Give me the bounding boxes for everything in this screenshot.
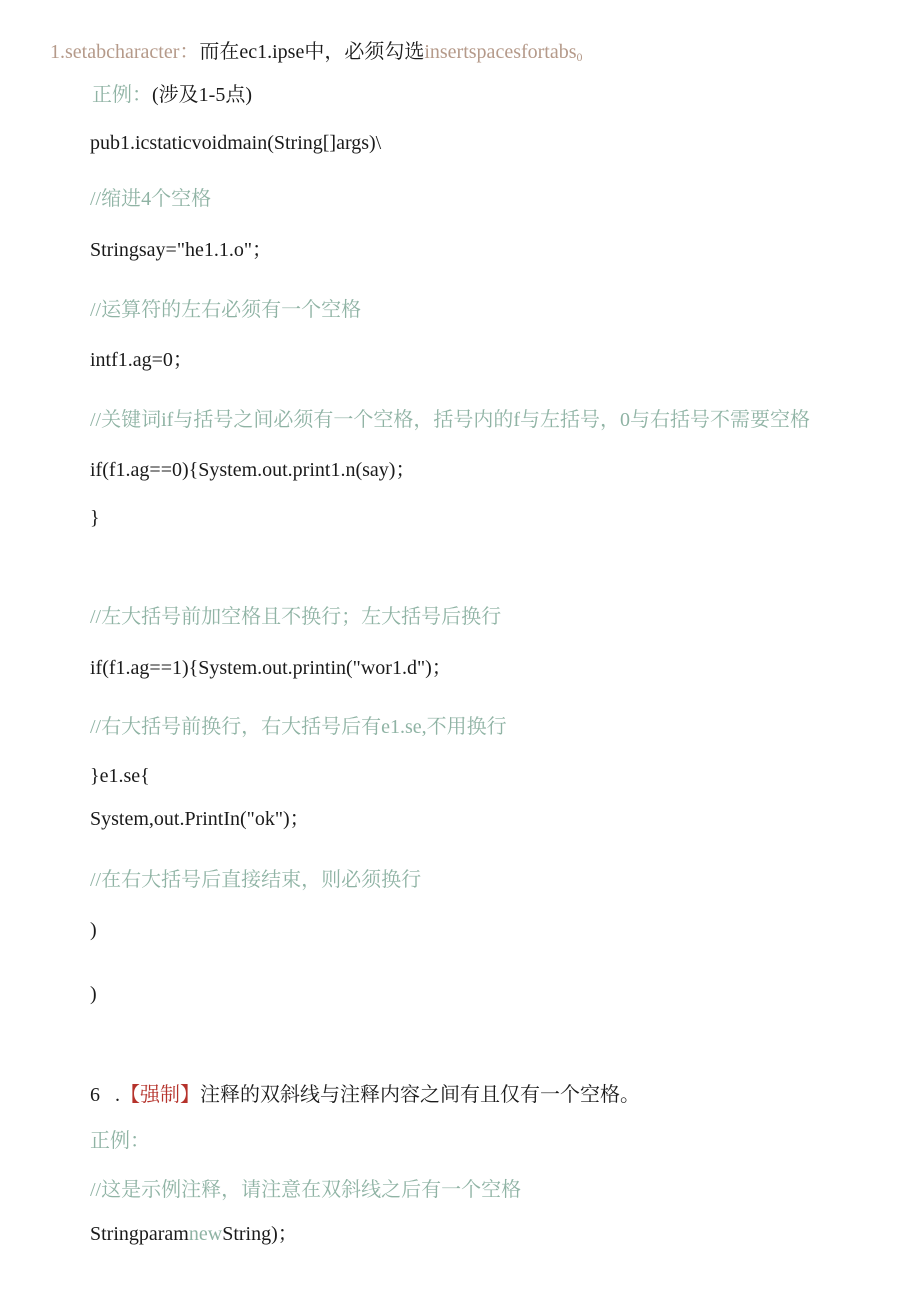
code-line-if-1: if(f1.ag==1){System.out.printin("wor1.d")； bbox=[90, 657, 452, 679]
code-line-main: pub1.icstaticvoidmain(String[]args)\ bbox=[90, 132, 382, 154]
example-heading-2: 正例： bbox=[90, 1130, 150, 1152]
code-line-close-2: ) bbox=[90, 983, 97, 1005]
code-line-if-0: if(f1.ag==0){System.out.print1.n(say)； bbox=[90, 459, 416, 481]
comment-right-brace: //右大括号前换行，右大括号后有e1.se,不用换行 bbox=[90, 716, 507, 738]
rule-tab-prefix: 1.setabcharacter： bbox=[50, 41, 200, 63]
rule-text: 注释的双斜线与注释内容之间有且仅有一个空格。 bbox=[200, 1084, 640, 1106]
code-line-string: Stringsay="he1.1.o"； bbox=[90, 239, 273, 261]
code-param-type: Stringparam bbox=[90, 1223, 189, 1245]
rule-dot: . bbox=[115, 1084, 120, 1106]
example-label: 正例： bbox=[92, 84, 152, 106]
rule-tab-character bbox=[50, 39, 583, 70]
code-line-close-brace: } bbox=[90, 507, 100, 529]
code-line-println-ok: System,out.PrintIn("ok")； bbox=[90, 808, 310, 830]
comment-keyword: //关键词if与括号之间必须有一个空格，括号内的f与左括号，0与右括号不需要空格 bbox=[90, 409, 810, 431]
code-param-ctor: String)； bbox=[222, 1223, 298, 1245]
code-new-keyword: new bbox=[188, 1223, 223, 1245]
code-line-close-1: ) bbox=[90, 919, 97, 941]
comment-end-brace: //在右大括号后直接结束，则必须换行 bbox=[90, 869, 422, 891]
rule-tab-subscript: 0 bbox=[576, 50, 583, 64]
code-line-flag: intf1.ag=0； bbox=[90, 349, 193, 371]
rule-comment-space bbox=[90, 1082, 640, 1108]
comment-example: //这是示例注释，请注意在双斜线之后有一个空格 bbox=[90, 1179, 522, 1201]
example-note: (涉及1-5点) bbox=[152, 84, 252, 106]
code-line-else: }e1.se{ bbox=[90, 765, 150, 787]
comment-operator: //运算符的左右必须有一个空格 bbox=[90, 299, 362, 321]
comment-indent: //缩进4个空格 bbox=[90, 188, 212, 210]
mandatory-tag: 【强制】 bbox=[120, 1084, 200, 1106]
rule-tab-middle: 而在ec1.ipse中，必须勾选 bbox=[199, 41, 425, 63]
rule-number: 6 bbox=[90, 1084, 100, 1106]
example-heading-1 bbox=[92, 82, 252, 108]
rule-tab-suffix: insertspacesfortabs bbox=[424, 41, 577, 63]
code-line-param bbox=[90, 1221, 298, 1247]
comment-left-brace: //左大括号前加空格且不换行；左大括号后换行 bbox=[90, 606, 502, 628]
